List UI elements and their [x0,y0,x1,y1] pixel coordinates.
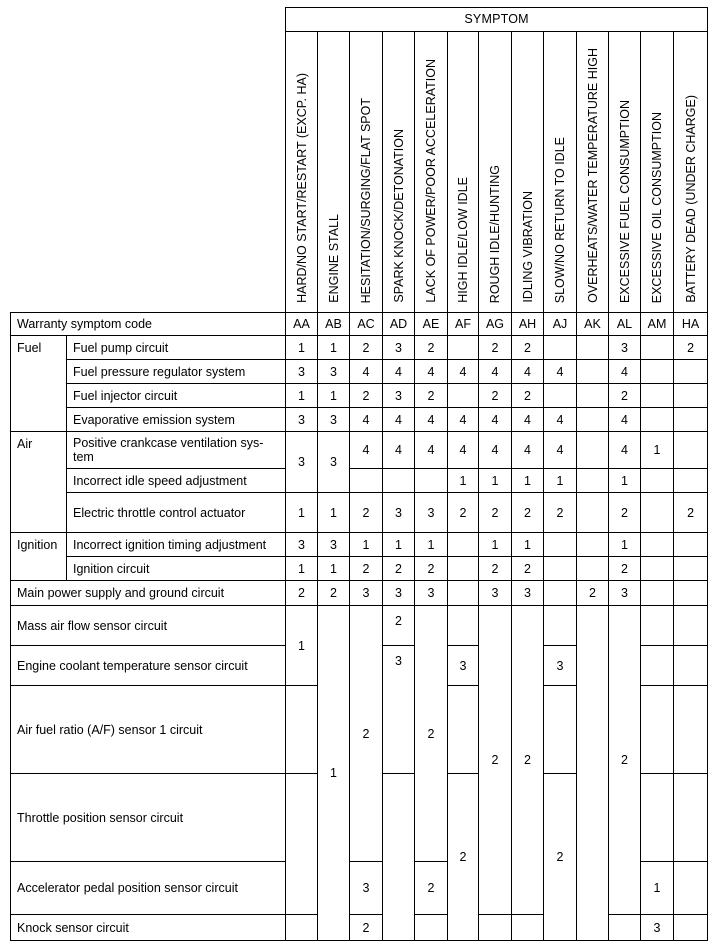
table-row [11,533,708,557]
corner-cell [11,8,286,313]
value-cell: 4 [544,432,577,469]
value-cell [641,581,674,606]
value-cell: 2 [512,493,544,533]
value-cell [641,557,674,581]
value-cell: 2 [448,774,479,941]
value-cell: 3 [544,646,577,686]
value-cell: 2 [479,606,512,915]
value-cell: 2 [448,493,479,533]
value-cell [674,606,708,646]
value-cell: 2 [609,606,641,915]
value-cell: 4 [415,408,448,432]
value-cell [641,360,674,384]
value-cell: 3 [350,862,383,915]
value-cell: 3 [383,646,415,774]
value-cell [641,606,674,646]
symptom-header-ab: ENGINE STALL [318,32,350,313]
value-cell: 2 [415,557,448,581]
code-cell: AC [350,313,383,336]
value-cell [609,915,641,941]
value-cell: 3 [286,360,318,384]
value-cell [415,915,448,941]
value-cell: 3 [383,493,415,533]
value-cell [448,606,479,646]
row-label: Throttle position sensor circuit [11,774,286,862]
value-cell [577,432,609,469]
row-label: Accelerator pedal position sensor circuit [11,862,286,915]
value-cell [577,408,609,432]
value-cell: 3 [286,533,318,557]
code-cell: AM [641,313,674,336]
symptom-header-ak: OVERHEATS/WATER TEMPERATURE HIGH [577,32,609,313]
value-cell: 2 [350,384,383,408]
value-cell: 3 [415,581,448,606]
value-cell: 1 [415,533,448,557]
value-cell [674,360,708,384]
code-cell: AH [512,313,544,336]
table-row [11,336,708,360]
value-cell: 2 [512,384,544,408]
value-cell: 2 [544,493,577,533]
value-cell: 2 [609,493,641,533]
table-row [11,493,708,533]
symptom-group-header-row [11,8,708,32]
value-cell [674,646,708,686]
row-label: Incorrect idle speed adjustment [67,469,286,493]
value-cell: 2 [479,557,512,581]
value-cell: 2 [512,336,544,360]
value-cell [544,606,577,646]
symptom-header-am: EXCESSIVE OIL CONSUMPTION [641,32,674,313]
value-cell [512,915,544,941]
value-cell: 1 [544,469,577,493]
category-fuel: Fuel [11,336,67,432]
code-cell: AF [448,313,479,336]
value-cell: 2 [350,336,383,360]
value-cell: 3 [286,408,318,432]
value-cell: 4 [350,408,383,432]
symptom-header-ag: ROUGH IDLE/HUNTING [479,32,512,313]
symptom-header-ae: LACK OF POWER/POOR ACCELERATION [415,32,448,313]
code-cell: AG [479,313,512,336]
value-cell: 2 [415,606,448,862]
value-cell [641,408,674,432]
value-cell: 4 [415,360,448,384]
value-cell: 2 [609,557,641,581]
value-cell [544,686,577,774]
table-row [11,432,708,469]
value-cell: 4 [415,432,448,469]
value-cell: 4 [350,360,383,384]
code-cell: HA [674,313,708,336]
value-cell: 1 [641,862,674,915]
value-cell: 1 [609,469,641,493]
symptom-matrix-table [10,7,708,941]
value-cell: 2 [479,493,512,533]
value-cell: 3 [383,384,415,408]
symptom-header-ac: HESITATION/SURGING/FLAT SPOT [350,32,383,313]
code-cell: AL [609,313,641,336]
value-cell: 3 [383,336,415,360]
code-cell: AJ [544,313,577,336]
row-label: Incorrect ignition timing adjustment [67,533,286,557]
table-row [11,360,708,384]
value-cell [577,606,609,941]
value-cell: 3 [641,915,674,941]
warranty-code-row [11,313,708,336]
row-label: Fuel pressure regulator system [67,360,286,384]
value-cell: 3 [318,408,350,432]
code-cell: AA [286,313,318,336]
value-cell [641,493,674,533]
value-cell: 1 [318,606,350,941]
value-cell [577,384,609,408]
row-label: Mass air flow sensor circuit [11,606,286,646]
value-cell: 2 [383,557,415,581]
value-cell: 3 [286,432,318,493]
value-cell [448,581,479,606]
value-cell [577,360,609,384]
value-cell [674,686,708,774]
value-cell [448,384,479,408]
value-cell [674,774,708,862]
value-cell: 3 [318,533,350,557]
value-cell: 2 [415,862,448,915]
value-cell: 1 [286,493,318,533]
value-cell [544,336,577,360]
value-cell: 2 [577,581,609,606]
value-cell: 1 [286,384,318,408]
value-cell [577,336,609,360]
value-cell: 1 [479,533,512,557]
table-row [11,469,708,493]
table-row [11,384,708,408]
row-label: Air fuel ratio (A/F) sensor 1 circuit [11,686,286,774]
value-cell [641,774,674,862]
value-cell: 2 [318,581,350,606]
value-cell [383,774,415,941]
value-cell [674,915,708,941]
value-cell: 4 [544,408,577,432]
value-cell: 2 [479,384,512,408]
table-row [11,408,708,432]
row-label: Positive crankcase ventilation sys- tem [67,432,286,469]
value-cell [674,384,708,408]
value-cell [448,533,479,557]
value-cell [641,384,674,408]
value-cell: 4 [350,432,383,469]
symptom-header-al: EXCESSIVE FUEL CONSUMPTION [609,32,641,313]
value-cell: 4 [479,360,512,384]
value-cell [286,915,318,941]
table-row [11,581,708,606]
value-cell [641,469,674,493]
value-cell: 1 [479,469,512,493]
value-cell: 4 [512,360,544,384]
value-cell [544,557,577,581]
value-cell: 2 [415,384,448,408]
value-cell [415,469,448,493]
value-cell: 3 [318,360,350,384]
value-cell: 4 [512,432,544,469]
value-cell: 4 [479,408,512,432]
row-label: Main power supply and ground circuit [11,581,286,606]
value-cell [577,533,609,557]
warranty-code-label: Warranty symptom code [11,313,286,336]
value-cell: 2 [479,336,512,360]
value-cell: 2 [350,557,383,581]
value-cell: 3 [383,581,415,606]
code-cell: AE [415,313,448,336]
value-cell: 4 [383,408,415,432]
value-cell [577,469,609,493]
value-cell: 4 [448,408,479,432]
value-cell [674,862,708,915]
value-cell: 2 [286,581,318,606]
value-cell: 1 [318,557,350,581]
symptom-group-header: SYMPTOM [286,8,708,32]
value-cell: 3 [479,581,512,606]
value-cell [448,686,479,774]
value-cell [641,646,674,686]
category-air: Air [11,432,67,533]
value-cell: 1 [609,533,641,557]
value-cell [641,336,674,360]
value-cell [674,432,708,469]
value-cell: 4 [383,360,415,384]
value-cell [383,469,415,493]
value-cell [544,581,577,606]
value-cell: 1 [512,469,544,493]
value-cell: 2 [350,606,383,862]
value-cell: 1 [350,533,383,557]
symptom-header-ah: IDLING VIBRATION [512,32,544,313]
value-cell: 4 [512,408,544,432]
symptom-header-ha: BATTERY DEAD (UNDER CHARGE) [674,32,708,313]
row-label: Fuel injector circuit [67,384,286,408]
value-cell: 2 [512,557,544,581]
value-cell: 3 [448,646,479,686]
row-label: Ignition circuit [67,557,286,581]
value-cell: 3 [318,432,350,493]
value-cell: 2 [674,493,708,533]
value-cell: 1 [383,533,415,557]
code-cell: AB [318,313,350,336]
value-cell [674,557,708,581]
value-cell [350,469,383,493]
code-cell: AD [383,313,415,336]
value-cell: 2 [609,384,641,408]
value-cell: 1 [286,557,318,581]
row-label: Knock sensor circuit [11,915,286,941]
value-cell [544,533,577,557]
value-cell: 2 [383,606,415,646]
value-cell: 3 [609,336,641,360]
value-cell [577,557,609,581]
code-cell: AK [577,313,609,336]
value-cell: 4 [544,360,577,384]
value-cell: 2 [674,336,708,360]
value-cell: 2 [350,915,383,941]
value-cell [674,581,708,606]
value-cell [641,533,674,557]
row-label: Electric throttle control actuator [67,493,286,533]
value-cell: 4 [609,432,641,469]
value-cell: 4 [609,408,641,432]
value-cell: 3 [415,493,448,533]
value-cell: 2 [415,336,448,360]
value-cell [448,336,479,360]
symptom-header-aa: HARD/NO START/RESTART (EXCP. HA) [286,32,318,313]
value-cell: 1 [286,606,318,686]
value-cell: 2 [544,774,577,941]
value-cell: 1 [448,469,479,493]
value-cell [577,493,609,533]
value-cell [674,469,708,493]
value-cell [674,408,708,432]
value-cell [641,686,674,774]
value-cell: 2 [512,606,544,915]
value-cell: 4 [383,432,415,469]
table-row [11,606,708,646]
value-cell [286,686,318,774]
value-cell: 3 [512,581,544,606]
symptom-header-aj: SLOW/NO RETURN TO IDLE [544,32,577,313]
row-label: Fuel pump circuit [67,336,286,360]
value-cell [448,557,479,581]
value-cell [479,915,512,941]
value-cell: 3 [609,581,641,606]
row-label: Evaporative emission system [67,408,286,432]
value-cell: 1 [286,336,318,360]
value-cell: 1 [512,533,544,557]
table-row [11,557,708,581]
symptom-header-ad: SPARK KNOCK/DETONATION [383,32,415,313]
value-cell [544,384,577,408]
category-ignition: Ignition [11,533,67,581]
symptom-header-af: HIGH IDLE/LOW IDLE [448,32,479,313]
value-cell: 4 [448,432,479,469]
row-label: Engine coolant temperature sensor circuit [11,646,286,686]
value-cell: 1 [318,493,350,533]
value-cell: 4 [479,432,512,469]
value-cell [674,533,708,557]
value-cell: 1 [318,336,350,360]
value-cell: 1 [641,432,674,469]
value-cell: 4 [448,360,479,384]
value-cell: 4 [609,360,641,384]
value-cell [286,774,318,915]
value-cell: 3 [350,581,383,606]
value-cell: 2 [350,493,383,533]
value-cell: 1 [318,384,350,408]
